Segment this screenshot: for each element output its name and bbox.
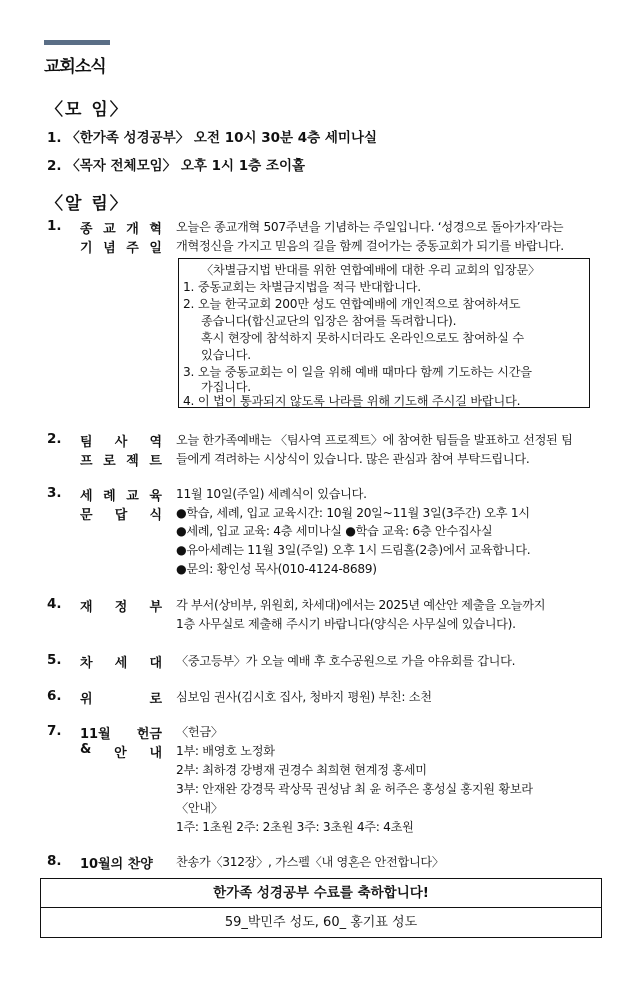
notice-text: 심보임 권사(김시호 집사, 청바지 평원) 부친: 소천 — [176, 690, 432, 704]
notice-label-line: 위 로 — [80, 692, 162, 707]
notice-label-line: 문 답 식 — [80, 508, 162, 523]
congrats-box — [40, 878, 602, 938]
notice-number: 6. — [47, 688, 62, 704]
statement-line: 2. 오늘 한국교회 200만 성도 연합예배에 개인적으로 참여하셔도 — [183, 297, 521, 311]
notice-label — [80, 596, 162, 615]
notice-label-line: 재 정 부 — [80, 600, 162, 615]
notice-label — [80, 450, 162, 469]
notice-label-line: 기 념 주 일 — [80, 241, 162, 256]
notice-text: 각 부서(상비부, 위원회, 차세대)에서는 2025년 예산안 제출을 오늘까지 — [176, 598, 546, 612]
notice-text: 〈헌금〉 — [176, 725, 223, 739]
notice-label — [80, 485, 162, 504]
notice-number: 8. — [47, 853, 62, 869]
notice-number: 2. — [47, 431, 62, 447]
notice-label-line: 팀 사 역 — [80, 435, 162, 450]
statement-line: 3. 오늘 중동교회는 이 일을 위해 예배 때마다 함께 기도하는 시간을 — [183, 365, 532, 379]
notice-label-line: 종 교 개 혁 — [80, 222, 162, 237]
notice-label — [80, 504, 162, 523]
notice-text: 찬송가〈312장〉, 가스펠〈내 영혼은 안전합니다〉 — [176, 855, 444, 869]
notice-text: ●학습, 세례, 입교 교육시간: 10월 20일~11월 3일(3주간) 오후 1시 — [176, 506, 530, 520]
notice-number: 3. — [47, 485, 62, 501]
notice-text: 1층 사무실로 제출해 주시기 바랍니다(양식은 사무실에 있습니다). — [176, 617, 516, 631]
notice-text: 〈안내〉 — [176, 801, 223, 815]
notice-label: 10월의 찬양 — [80, 857, 153, 872]
statement-box — [178, 258, 590, 408]
meeting-item: 1. 〈한가족 성경공부〉 오전 10시 30분 4층 세미나실 — [47, 130, 378, 146]
notice-text: ●문의: 황인성 목사(010-4124-8689) — [176, 562, 377, 576]
notice-number: 7. — [47, 723, 62, 739]
notice-text: 들에게 격려하는 시상식이 있습니다. 많은 관심과 참여 부탁드립니다. — [176, 452, 530, 466]
notice-text: 개혁정신을 가지고 믿음의 길을 함께 걸어가는 중동교회가 되기를 바랍니다. — [176, 239, 564, 253]
notice-label-line: 차 세 대 — [80, 656, 162, 671]
notice-label — [80, 723, 162, 742]
statement-line: 있습니다. — [201, 348, 251, 362]
notice-text: 오늘은 종교개혁 507주년을 기념하는 주일입니다. ‘성경으로 돌아가자’라는 — [176, 220, 564, 234]
notice-label — [80, 237, 162, 256]
notice-label — [80, 742, 162, 761]
notice-text: 1부: 배영호 노정화 — [176, 744, 275, 758]
notice-label-line: 세 례 교 육 — [80, 489, 162, 504]
notice-number: 5. — [47, 652, 62, 668]
notice-text: 〈중고등부〉가 오늘 예배 후 호수공원으로 가을 야유회를 갑니다. — [176, 654, 516, 668]
notice-text: ●세례, 입교 교육: 4층 세미나실 ●학습 교육: 6층 안수집사실 — [176, 524, 493, 538]
statement-line: 4. 이 법이 통과되지 않도록 나라를 위해 기도해 주시길 바랍니다. — [183, 394, 521, 408]
notice-label — [80, 652, 162, 671]
meeting-item: 2. 〈목자 전체모임〉 오후 1시 1층 조이홀 — [47, 158, 306, 174]
statement-line: 1. 중동교회는 차별금지법을 적극 반대합니다. — [183, 280, 421, 294]
notice-text: 1주: 1초원 2주: 2초원 3주: 3초원 4주: 4초원 — [176, 820, 414, 834]
notice-text: 오늘 한가족예배는 〈팀사역 프로젝트〉에 참여한 팀들을 발표하고 선정된 팀 — [176, 433, 573, 447]
notice-label-line: 11월 헌금 — [80, 727, 162, 742]
congrats-title: 한가족 성경공부 수료를 축하합니다! — [41, 879, 601, 908]
notice-label — [80, 688, 162, 707]
page-title: 교회소식 — [44, 57, 106, 77]
notice-text: ●유아세례는 11월 3일(주일) 오후 1시 드림홀(2층)에서 교육합니다. — [176, 543, 531, 557]
notice-label — [80, 218, 162, 237]
notice-number: 1. — [47, 218, 62, 234]
notice-text: 3부: 안재완 강경묵 곽상묵 권성남 최 윤 허주은 홍성실 홍지원 황보라 — [176, 782, 533, 796]
meetings-title: 〈모 임〉 — [46, 100, 129, 120]
notice-label-line: & 안 내 — [80, 742, 162, 761]
statement-line: 종습니다(합신교단의 입장은 참여를 독려합니다). — [201, 314, 457, 328]
notice-number: 4. — [47, 596, 62, 612]
statement-line: 가집니다. — [201, 380, 251, 394]
congrats-names: 59_박민주 성도, 60_ 홍기표 성도 — [224, 915, 418, 930]
notice-label — [80, 431, 162, 450]
header-accent-bar — [44, 40, 110, 45]
notice-text: 11월 10일(주일) 세례식이 있습니다. — [176, 487, 367, 501]
notice-text: 2부: 최하경 강병재 권경수 최희현 현계정 홍세미 — [176, 763, 427, 777]
notices-title: 〈알 림〉 — [46, 194, 129, 214]
statement-line: 혹시 현장에 참석하지 못하시더라도 온라인으로도 참여하실 수 — [201, 331, 524, 345]
notice-label-line: 프 로 젝 트 — [80, 454, 162, 469]
statement-title: 〈차별금지법 반대를 위한 연합예배에 대한 우리 교회의 입장문〉 — [201, 263, 541, 277]
